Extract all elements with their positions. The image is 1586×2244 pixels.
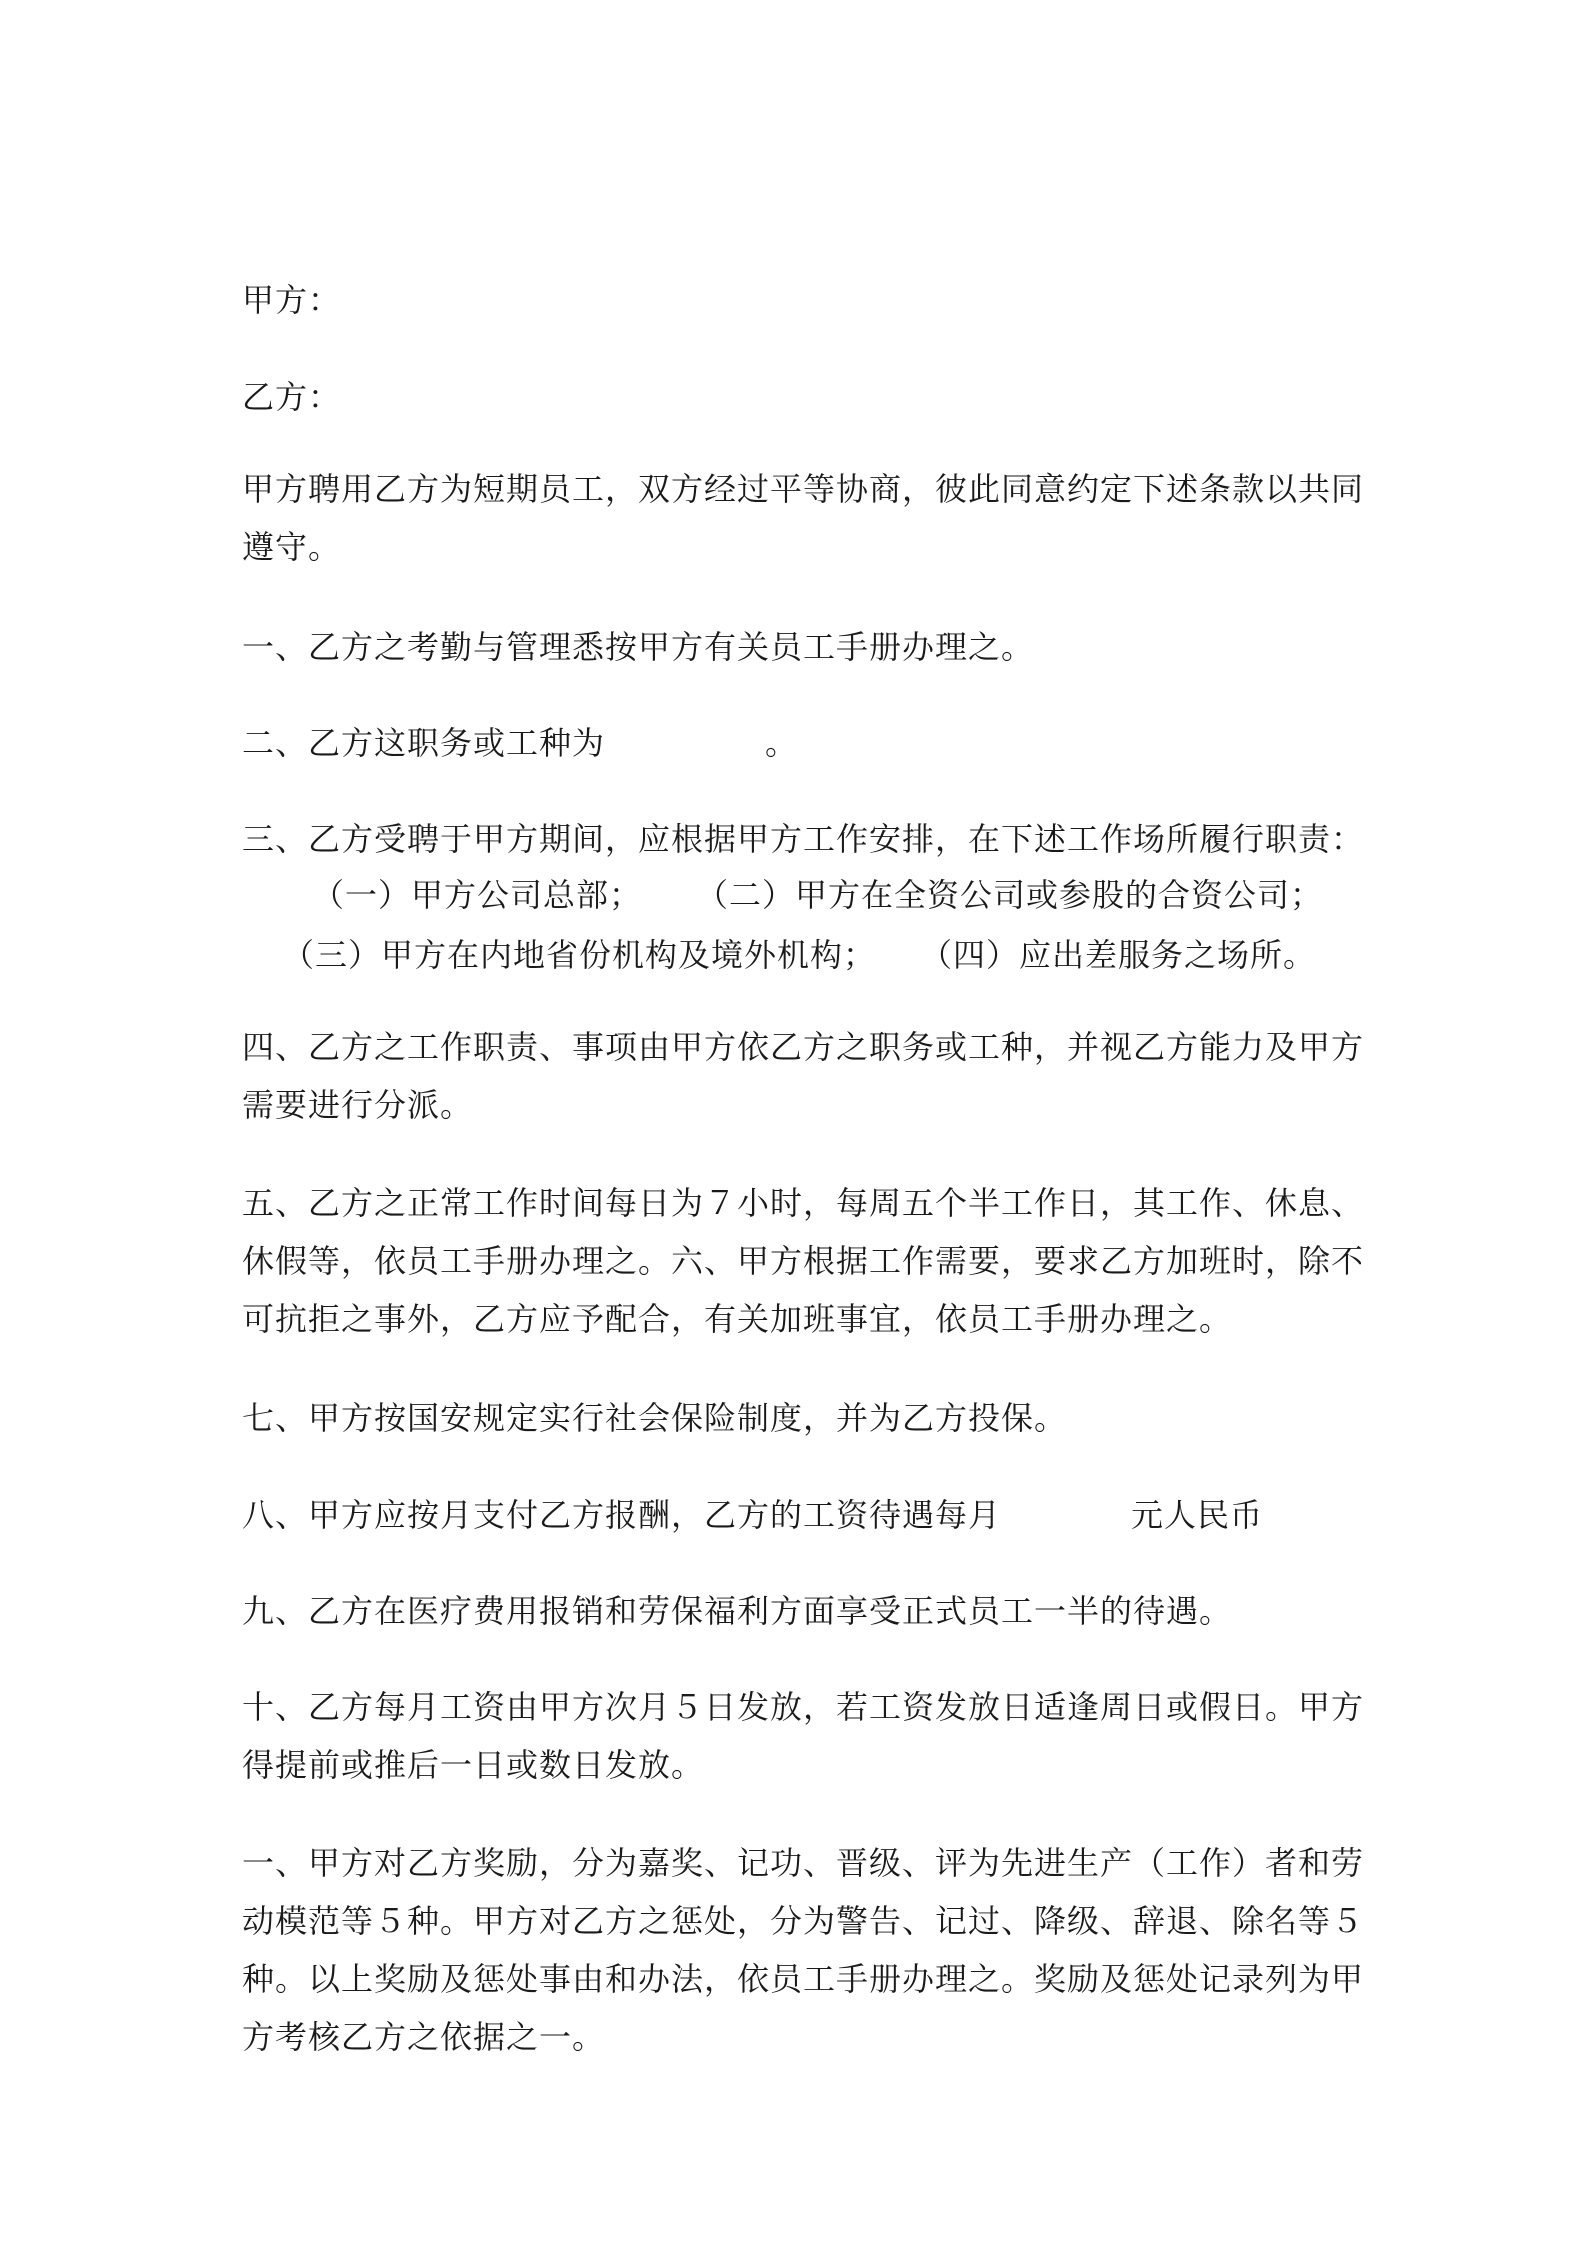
clause-11-line-3: 种。以上奖励及惩处事由和办法，依员工手册办理之。奖励及惩处记录列为甲 [242, 1960, 1365, 1998]
clause-5-line-2: 休假等，依员工手册办理之。六、甲方根据工作需要，要求乙方加班时，除不 [242, 1242, 1365, 1280]
intro-paragraph [242, 460, 1365, 576]
intro-line-1: 甲方聘用乙方为短期员工，双方经过平等协商，彼此同意约定下述条款以共同 [242, 470, 1365, 508]
clause-3 [242, 810, 1365, 868]
clause-9: 九、乙方在医疗费用报销和劳保福利方面享受正式员工一半的待遇。 [242, 1592, 1233, 1630]
clause-3-item-2: （二）甲方在全资公司或参股的合资公司； [696, 876, 1324, 914]
clause-4-line-1: 四、乙方之工作职责、事项由甲方依乙方之职务或工种，并视乙方能力及甲方 [242, 1028, 1365, 1066]
clause-10 [242, 1678, 1365, 1794]
clause-11-line-1: 一、甲方对乙方奖励，分为嘉奖、记功、晋级、评为先进生产（工作）者和劳 [242, 1844, 1365, 1882]
party-b-label: 乙方： [242, 378, 342, 416]
clause-3-item-3: （三）甲方在内地省份机构及境外机构； [282, 936, 877, 974]
clause-3-item-4: （四）应出差服务之场所。 [920, 936, 1317, 974]
clause-5-line-1: 五、乙方之正常工作时间每日为７小时，每周五个半工作日，其工作、休息、 [242, 1184, 1365, 1222]
clause-4 [242, 1018, 1365, 1134]
clause-11-line-2: 动模范等５种。甲方对乙方之惩处，分为警告、记过、降级、辞退、除名等５ [242, 1902, 1365, 1940]
clause-8-text: 八、甲方应按月支付乙方报酬，乙方的工资待遇每月 [242, 1496, 1002, 1534]
party-a-label: 甲方： [242, 281, 342, 319]
clause-3-item-1: （一）甲方公司总部； [312, 876, 643, 914]
clause-3-line-1: 三、乙方受聘于甲方期间，应根据甲方工作安排，在下述工作场所履行职责： [242, 820, 1365, 858]
clause-1: 一、乙方之考勤与管理悉按甲方有关员工手册办理之。 [242, 628, 1035, 666]
clause-10-line-1: 十、乙方每月工资由甲方次月５日发放，若工资发放日适逢周日或假日。甲方 [242, 1688, 1365, 1726]
clause-5-line-3: 可抗拒之事外，乙方应予配合，有关加班事宜，依员工手册办理之。 [242, 1300, 1233, 1338]
clause-8-currency: 元人民币 [1131, 1496, 1264, 1534]
clause-2-text: 二、乙方这职务或工种为 [242, 724, 606, 762]
clause-11-line-4: 方考核乙方之依据之一。 [242, 2018, 606, 2056]
clause-8 [242, 1486, 1352, 1544]
clause-4-line-2: 需要进行分派。 [242, 1086, 474, 1124]
clause-10-line-2: 得提前或推后一日或数日发放。 [242, 1746, 705, 1784]
intro-line-2: 遵守。 [242, 528, 342, 566]
clause-2-end: 。 [765, 724, 799, 762]
clause-5-6 [242, 1174, 1365, 1348]
clause-2 [242, 714, 1352, 772]
clause-11 [242, 1834, 1365, 2066]
clause-7: 七、甲方按国安规定实行社会保险制度，并为乙方投保。 [242, 1399, 1068, 1437]
